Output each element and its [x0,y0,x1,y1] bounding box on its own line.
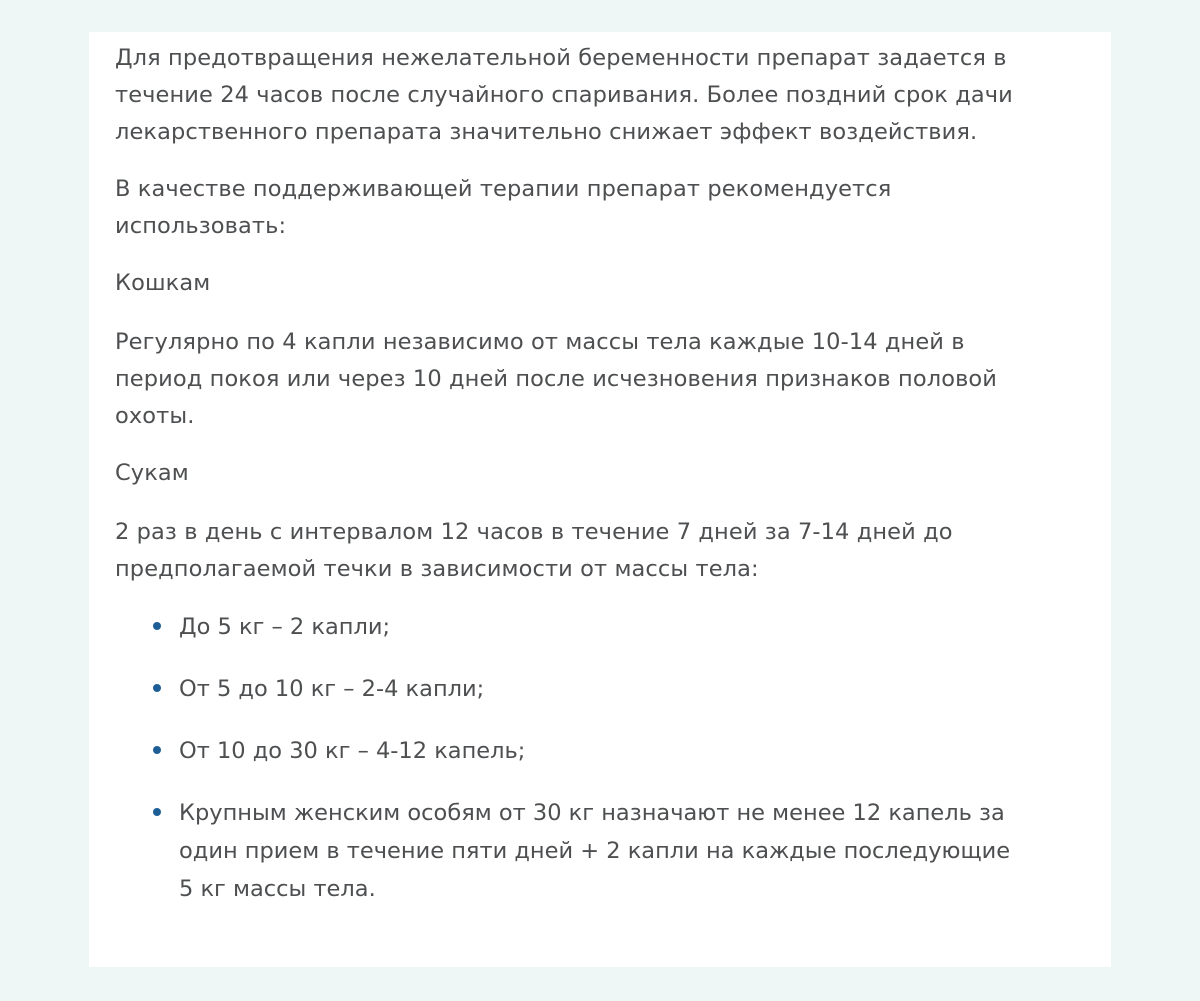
list-item [153,670,1019,708]
heading-bitches: Сукам [115,460,189,486]
paragraph-maintenance-intro: В качестве поддерживающей терапии препарат рекомендуется использовать: [115,176,892,239]
list-item [153,794,1019,908]
list-item-text: Крупным женским особям от 30 кг назначают не менее 12 капель за один прием в течение пяти дней + 2 капли на каждые последующие 5 кг массы тела. [179,800,1011,902]
heading-cats: Кошкам [115,270,211,296]
list-item-text: От 10 до 30 кг – 4-12 капель; [179,738,526,764]
paragraph-bitches-dosage: 2 раз в день с интервалом 12 часов в течение 7 дней за 7-14 дней до предполагаемой течки в зависимости от массы тела: [115,519,953,582]
bullet-icon [153,622,161,630]
article-card [89,32,1111,967]
paragraph-cats-dosage: Регулярно по 4 капли независимо от массы тела каждые 10-14 дней в период покоя или через 10 дней после исчезновения признаков половой охоты. [115,329,998,429]
bullet-icon [153,746,161,754]
list-item [153,732,1019,770]
list-item [153,608,1019,646]
list-item-text: До 5 кг – 2 капли; [179,614,391,640]
bullet-icon [153,808,161,816]
paragraph-emergency-use: Для предотвращения нежелательной беременности препарат задается в течение 24 часов после случайного спаривания. Более поздний срок дачи лекарственного препарата значительно снижает эффект воздействия. [115,45,1013,145]
bullet-icon [153,684,161,692]
list-item-text: От 5 до 10 кг – 2-4 капли; [179,676,485,702]
dosage-list [115,608,1111,908]
